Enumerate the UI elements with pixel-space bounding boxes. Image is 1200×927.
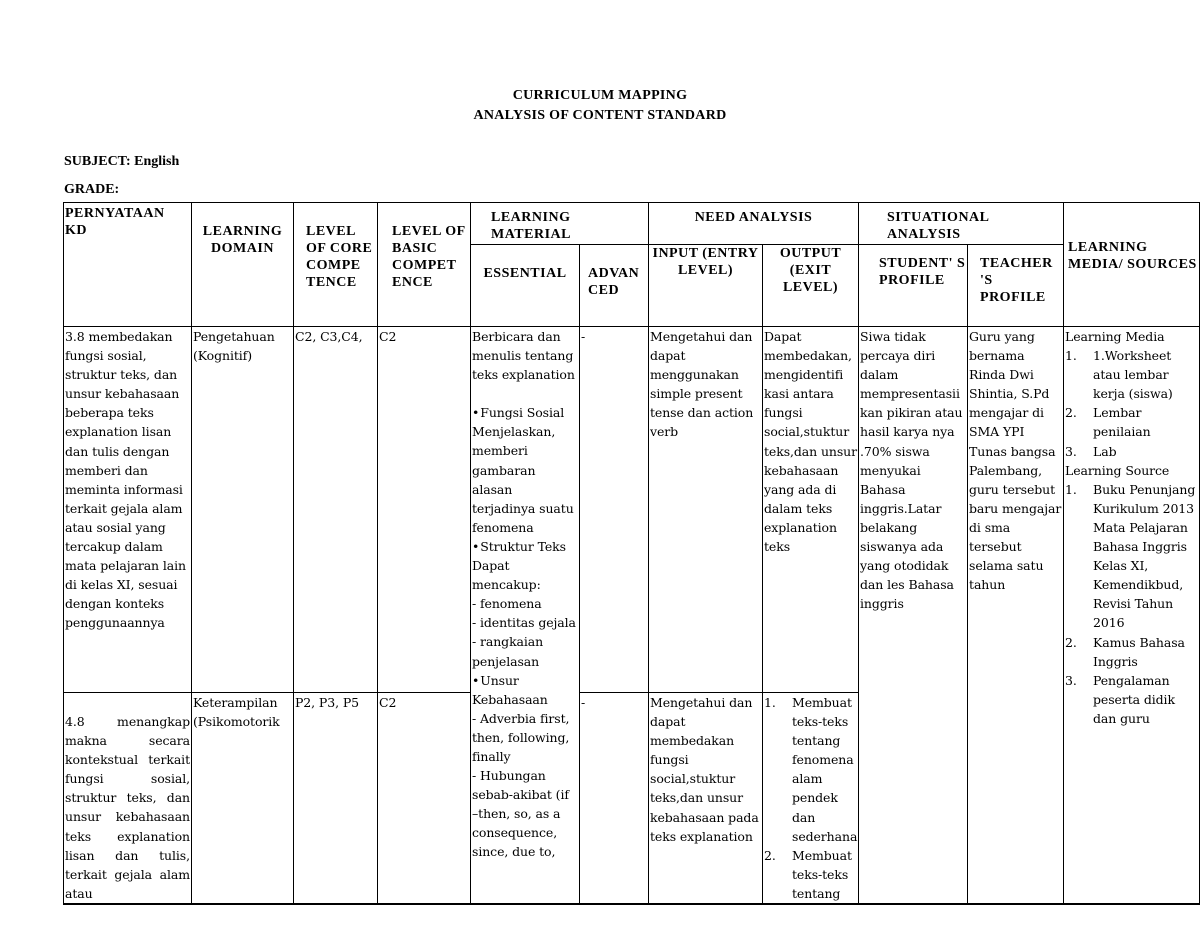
teacher-profile: Guru yang bernama Rinda Dwi Shintia, S.Pd mengajar di SMA YPI Tunas bangsa Palembang, guru tersebut baru mengajar di sma tersebut selama satu tahun bbox=[968, 327, 1064, 905]
media-title: Learning Media bbox=[1065, 329, 1165, 344]
input-row1: Mengetahui dan dapat menggunakan simple present tense dan action verb bbox=[649, 327, 763, 693]
domain-kognitif: Pengetahuan (Kognitif) bbox=[192, 327, 294, 693]
header-advanced: ADVAN CED bbox=[580, 245, 649, 327]
essential-struktur-teks-text: Dapat mencakup: bbox=[472, 558, 541, 593]
subject-label: SUBJECT: English bbox=[64, 154, 180, 169]
document-title: CURRICULUM MAPPING bbox=[512, 88, 688, 103]
basic-level-row1: C2 bbox=[378, 327, 471, 693]
essential-intro: Berbicara dan menulis tentang teks explanation bbox=[472, 329, 575, 383]
student-profile: Siwa tidak percaya diri dalam mempresentasii kan pikiran atau hasil karya nya .70% siswa menyukai Bahasa inggris.Latar belakang siswanya ada yang otodidak dan les Bahasa inggris bbox=[859, 327, 968, 905]
media-item: 3. Lab bbox=[1065, 443, 1117, 459]
core-level-row1: C2, C3,C4, bbox=[294, 327, 378, 693]
advanced-row2: - bbox=[580, 693, 649, 905]
header-learning-domain: LEARNING DOMAIN bbox=[192, 203, 294, 327]
essential-unsur-item: - Adverbia first, then, following, finally bbox=[472, 710, 570, 764]
header-essential: ESSENTIAL bbox=[471, 245, 580, 327]
source-item: 3. Pengalaman peserta didik dan guru bbox=[1065, 672, 1175, 726]
basic-level-row2: C2 bbox=[378, 693, 471, 905]
header-input: INPUT (ENTRY LEVEL) bbox=[649, 245, 763, 327]
header-situational-analysis: SITUATIONAL ANALYSIS bbox=[859, 203, 1064, 245]
output-row1: Dapat membedakan, mengidentifi kasi antara fungsi social,stuktur teks,dan unsur kebahasaan yang ada di dalam teks explanation teks bbox=[763, 327, 859, 693]
essential-unsur-kebahasaan: • Unsur Kebahasaan bbox=[472, 671, 578, 709]
curriculum-table bbox=[63, 202, 1200, 905]
essential-struktur-item: - rangkaian penjelasan bbox=[472, 634, 544, 669]
advanced-row1: - bbox=[580, 327, 649, 693]
essential-material bbox=[471, 327, 580, 905]
kd-4-8: 4.8 menangkap makna secara kontekstual terkait fungsi sosial, struktur teks, dan unsur kebahasaan teks explanation lisan dan tulis, terkait gejala alam atau bbox=[64, 693, 192, 905]
essential-fungsi-sosial: • Fungsi Sosial bbox=[472, 403, 578, 422]
source-title: Learning Source bbox=[1065, 462, 1170, 478]
header-teacher-profile: TEACHER 'S PROFILE bbox=[968, 245, 1064, 327]
input-row2: Mengetahui dan dapat membedakan fungsi social,stuktur teks,dan unsur kebahasaan pada teks explanation bbox=[649, 693, 763, 905]
header-level-basic: LEVEL OF BASIC COMPET ENCE bbox=[378, 203, 471, 327]
document-subtitle: ANALYSIS OF CONTENT STANDARD bbox=[473, 108, 727, 123]
essential-fungsi-sosial-text: Menjelaskan, memberi gambaran alasan terjadinya suatu fenomena bbox=[472, 424, 574, 535]
source-item: 1. Buku Penunjang Kurikulum 2013 Mata Pelajaran Bahasa Inggris Kelas XI, Kemendikbud, Revisi Tahun 2016 bbox=[1065, 481, 1196, 631]
header-learning-material: LEARNING MATERIAL bbox=[471, 203, 649, 245]
header-kd: PERNYATAAN KD bbox=[64, 203, 192, 327]
essential-unsur-item: - Hubungan sebab-akibat (if –then, so, as a consequence, since, due to, bbox=[472, 768, 569, 860]
header-need-analysis: NEED ANALYSIS bbox=[649, 203, 859, 245]
learning-media-sources bbox=[1064, 327, 1200, 905]
core-level-row2: P2, P3, P5 bbox=[294, 693, 378, 905]
media-item: 2. Lembar penilaian bbox=[1065, 405, 1151, 440]
essential-struktur-item: - identitas gejala bbox=[472, 615, 576, 631]
source-item: 2. Kamus Bahasa Inggris bbox=[1065, 634, 1185, 669]
essential-struktur-teks: • Struktur Teks bbox=[472, 537, 578, 556]
output-item: 1. Membuat teks-teks tentang fenomena alam pendek dan sederhana bbox=[764, 695, 858, 844]
header-learning-media: LEARNING MEDIA/ SOURCES bbox=[1064, 203, 1200, 327]
essential-struktur-item: - fenomena bbox=[472, 596, 542, 612]
output-item: 2. Membuat teks-teks tentang bbox=[764, 847, 852, 901]
grade-label: GRADE: bbox=[64, 182, 120, 197]
media-item: 1. 1.Worksheet atau lembar kerja (siswa) bbox=[1065, 348, 1173, 402]
output-row2 bbox=[763, 693, 859, 905]
kd-3-8: 3.8 membedakan fungsi sosial, struktur teks, dan unsur kebahasaan beberapa teks explanation lisan dan tulis dengan memberi dan meminta informasi terkait gejala alam atau sosial yang tercakup dalam mata pelajaran lain di kelas XI, sesuai dengan konteks penggunaannya bbox=[64, 327, 192, 693]
header-output: OUTPUT (EXIT LEVEL) bbox=[763, 245, 859, 327]
header-level-core: LEVEL OF CORE COMPE TENCE bbox=[294, 203, 378, 327]
header-student-profile: STUDENT' S PROFILE bbox=[859, 245, 968, 327]
domain-psikomotorik: Keterampilan (Psikomotorik bbox=[192, 693, 294, 905]
